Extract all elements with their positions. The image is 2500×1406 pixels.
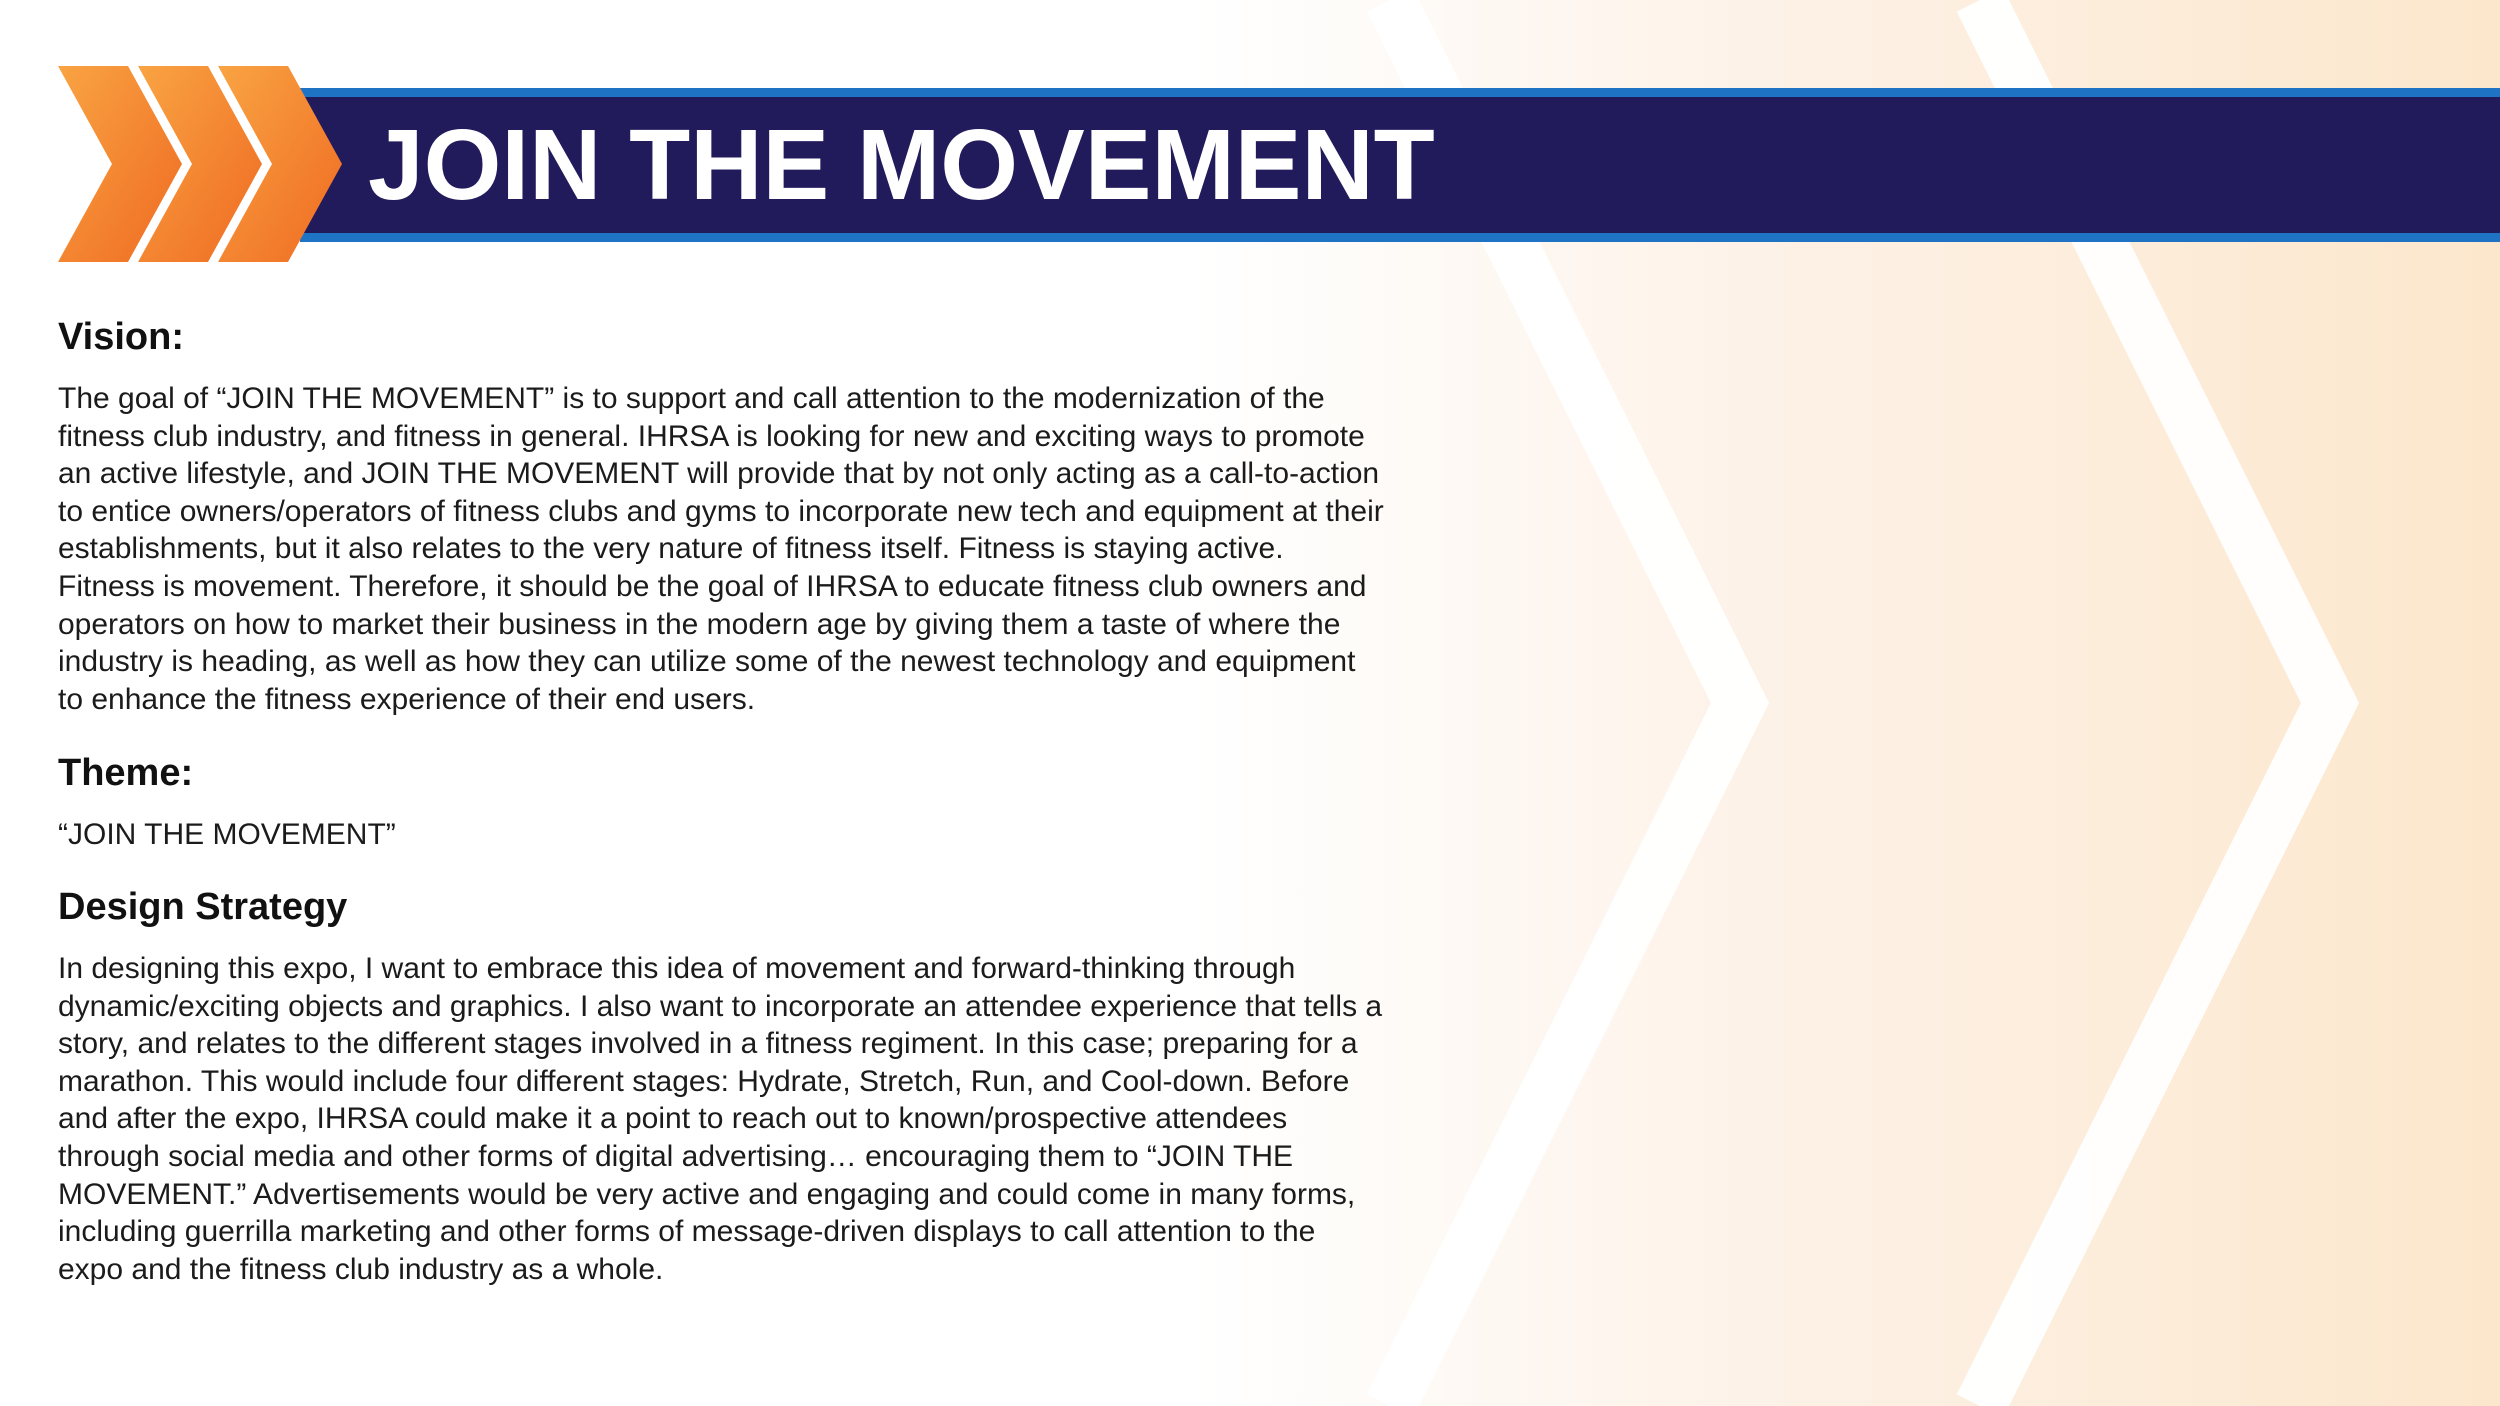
vision-body: The goal of “JOIN THE MOVEMENT” is to support and call attention to the modernization of the fitness club industry, and fitness in general. IHRSA is looking for new and exciting ways to promote an active lifestyle, and JOIN THE MOVEMENT will provide that by not only acting as a call-to-action to entice owners/operators of fitness clubs and gyms to incorporate new tech and equipment at their establishments, but it also relates to the very nature of fitness itself. Fitness is staying active. Fitness is movement. Therefore, it should be the goal of IHRSA to educate fitness club owners and operators on how to market their business in the modern age by giving them a taste of where the industry is heading, as well as how they can utilize some of the newest technology and equipment to enhance the fitness experience of their end users. [58, 382, 1384, 716]
vision-heading: Vision: [58, 316, 184, 358]
page-title: JOIN THE MOVEMENT [368, 109, 1435, 221]
design-strategy-heading: Design Strategy [58, 885, 348, 928]
content-area [58, 312, 1388, 1288]
design-strategy-body: In designing this expo, I want to embrace this idea of movement and forward-thinking through dynamic/exciting objects and graphics. I also want to incorporate an attendee experience that tells a story, and relates to the different stages involved in a fitness regiment. In this case; preparing for a marathon. This would include four different stages: Hydrate, Stretch, Run, and Cool-down. Before and after the expo, IHRSA could make it a point to reach out to known/prospective attendees through social media and other forms of digital advertising… encouraging them to “JOIN THE MOVEMENT.” Advertisements would be very active and engaging and could come in many forms, including guerrilla marketing and other forms of message-driven displays to call attention to the expo and the fitness club industry as a whole. [58, 951, 1383, 1286]
theme-heading: Theme: [58, 752, 194, 795]
theme-body: “JOIN THE MOVEMENT” [58, 818, 396, 852]
chevron-arrows-icon [58, 66, 358, 266]
